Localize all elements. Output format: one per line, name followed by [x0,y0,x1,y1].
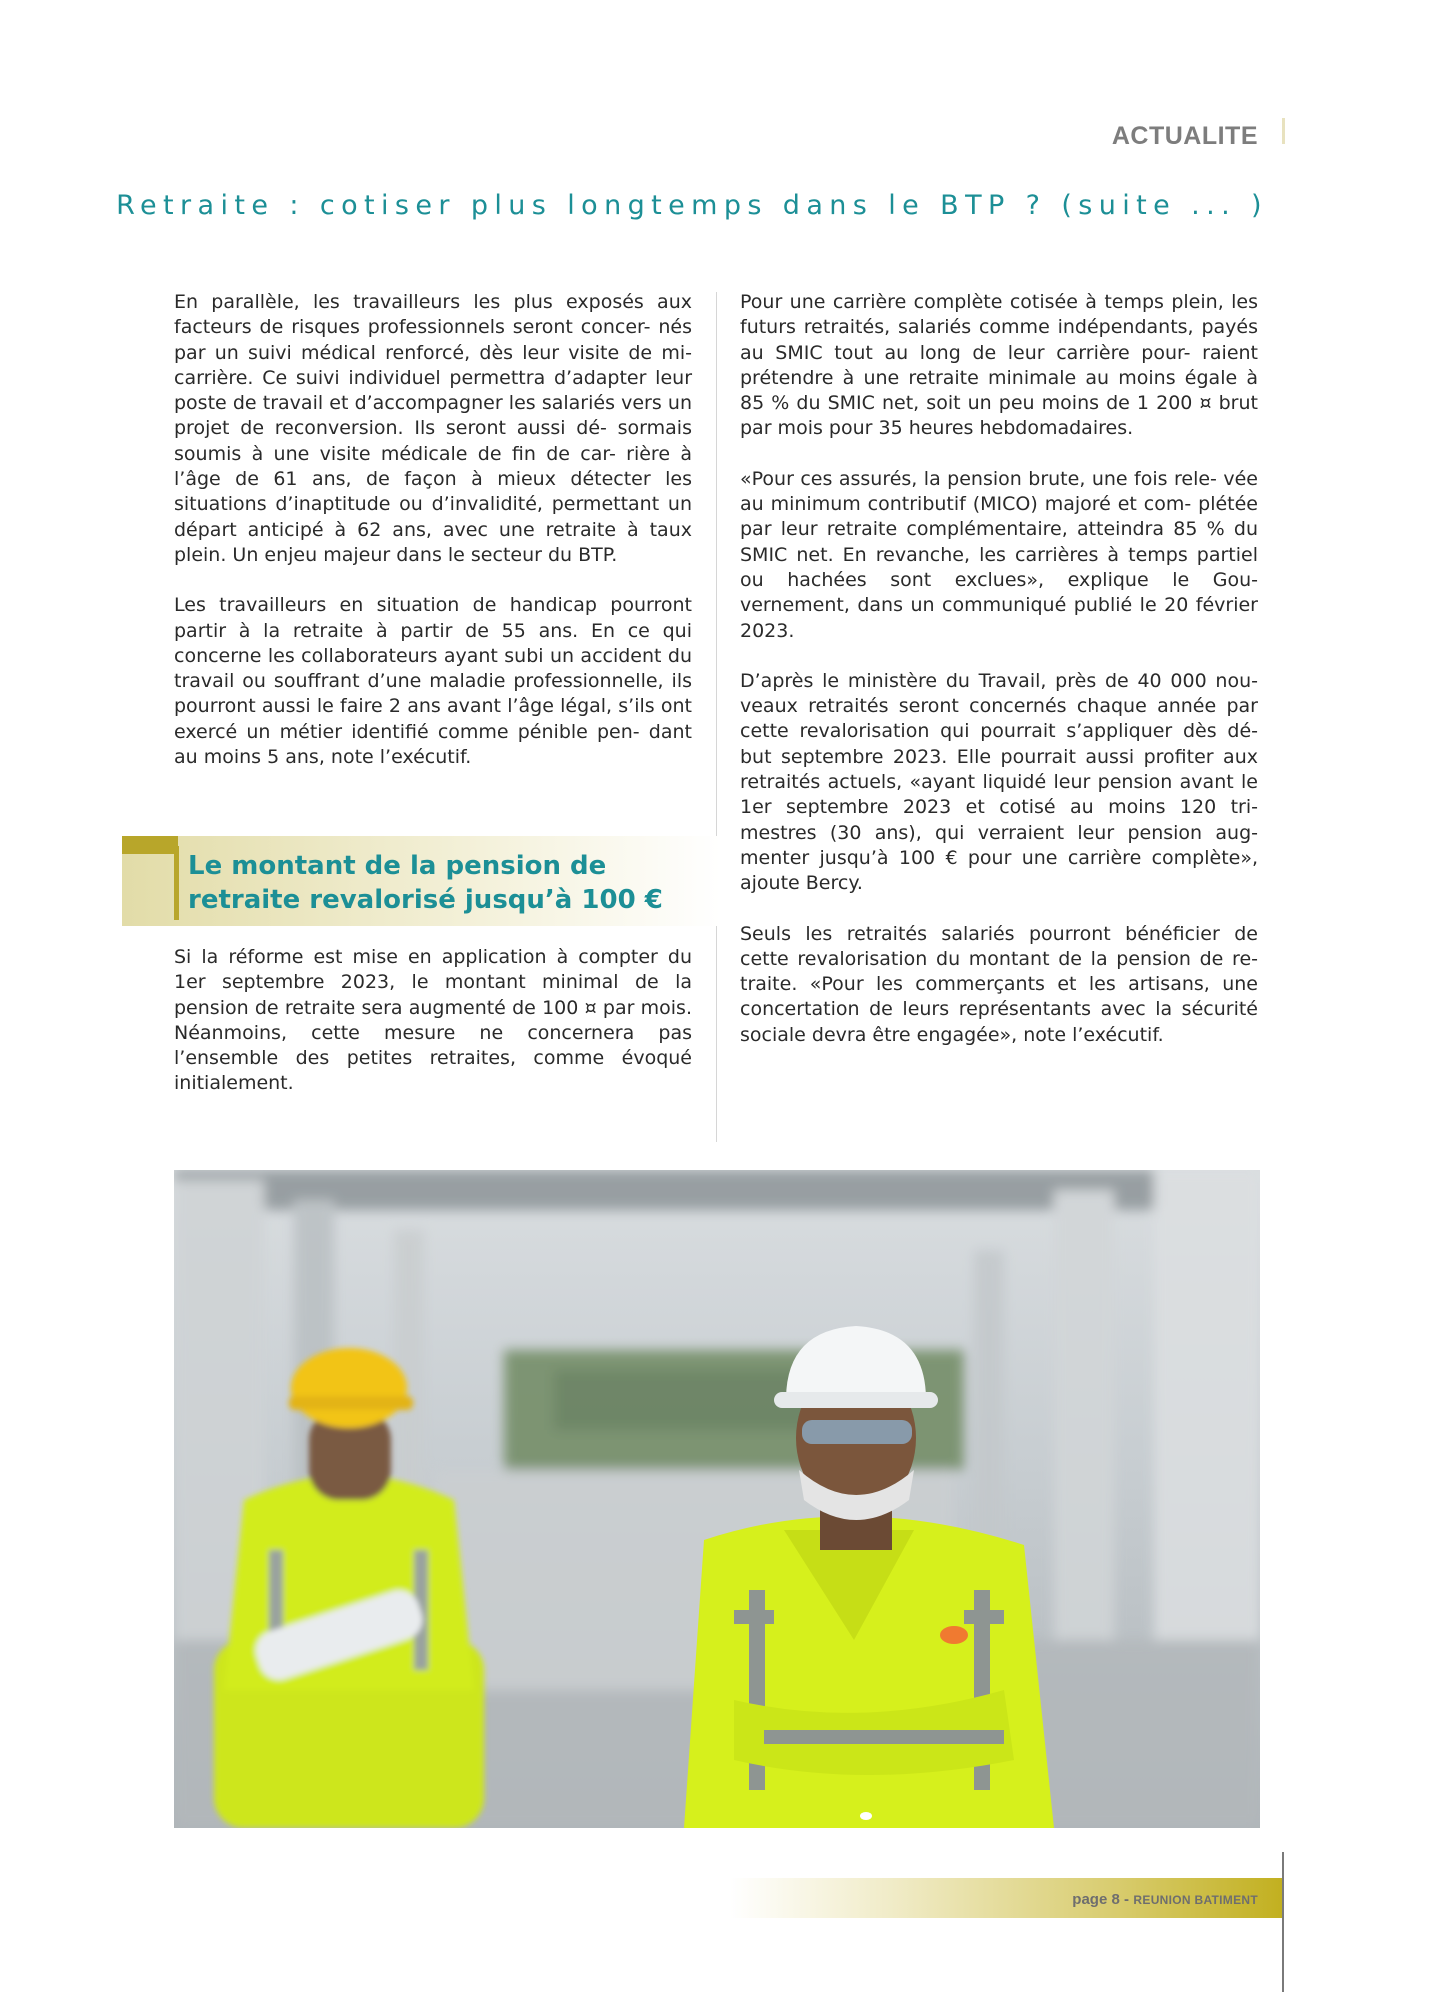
subheading-accent [122,836,178,854]
subheading-side-bar [174,846,179,920]
column-divider [716,292,717,1142]
subheading: Le montant de la pension de retraite revalorisé jusqu’à 100 € [188,851,663,915]
footer-divider [1282,1852,1284,1992]
section-marker [1282,118,1285,144]
footer [1072,1891,1258,1909]
publication-name: REUNION BATIMENT [1133,1893,1258,1907]
workers-photo [174,1170,1260,1828]
page-number: page 8 - [1072,1891,1129,1908]
paragraph: D’après le ministère du Travail, près de 40 000 nou- veaux retraités seront concernés chaque année par cette revalorisation qui pourrait s’appliquer dès dé- but septembre 2023. Elle pourrait aussi profiter aux retraités actuels, «ayant liquidé leur pension avant le 1er septembre 2023 et cotisé au moins 120 tri- mestres (30 ans), qui verraient leur pension aug- menter jusqu’à 100 € pour une carrière complète», ajoute Bercy. [740,669,1258,895]
article-title: Retraite : cotiser plus longtemps dans le BTP ? (suite ... ) [116,190,1268,221]
right-column [740,290,1258,1073]
construction-workers-illustration [174,1170,1260,1828]
paragraph: En parallèle, les travailleurs les plus exposés aux facteurs de risques professionnels seront concer- nés par un suivi médical renforcé, dès leur visite de mi-carrière. Ce suivi individuel permettra d’adapter leur poste de travail et d’accompagner les salariés vers un projet de reconversion. Ils seront aussi dé- sormais soumis à une visite médicale de fin de car- rière à l’âge de 61 ans, de façon à mieux détecter les situations d’inaptitude ou d’invalidité, permettant un départ anticipé à 62 ans, avec une retraite à taux plein. Un enjeu majeur dans le secteur du BTP. [174,291,692,566]
paragraph: Seuls les retraités salariés pourront bénéficier de cette revalorisation du montant de la pension de re- traite. «Pour les commerçants et les artisans, une concertation de leurs représentants avec la sécurité sociale devra être engagée», note l’exécutif. [740,922,1258,1046]
paragraph: «Pour ces assurés, la pension brute, une fois rele- vée au minimum contributif (MICO) majoré et com- plétée par leur retraite complémentaire, atteindra 85 % du SMIC net. En revanche, les carrières à temps partiel ou hachées sont exclues», explique le Gou- vernement, dans un communiqué publié le 20 février 2023. [740,467,1258,642]
left-column [174,290,692,795]
paragraph: Si la réforme est mise en application à compter du 1er septembre 2023, le montant minimal de la pension de retraite sera augmenté de 100 ¤ par mois. Néanmoins, cette mesure ne concernera pas l’ensemble des petites retraites, comme évoqué initialement. [174,946,692,1095]
paragraph: Les travailleurs en situation de handicap pourront partir à la retraite à partir de 55 ans. En ce qui concerne les collaborateurs ayant subi un accident du travail ou souffrant d’une maladie professionnelle, ils pourront aussi le faire 2 ans avant l’âge légal, s’ils ont exercé un métier identifié comme pénible pen- dant au moins 5 ans, note l’exécutif. [174,594,692,769]
section-label: ACTUALITE [1111,122,1258,150]
paragraph: Pour une carrière complète cotisée à temps plein, les futurs retraités, salariés comme indépendants, payés au SMIC tout au long de leur carrière pour- raient prétendre à une retraite minimale au moins égale à 85 % du SMIC net, soit un peu moins de 1 200 ¤ brut par mois pour 35 heures hebdomadaires. [740,291,1258,440]
left-column-continued [174,945,692,1122]
